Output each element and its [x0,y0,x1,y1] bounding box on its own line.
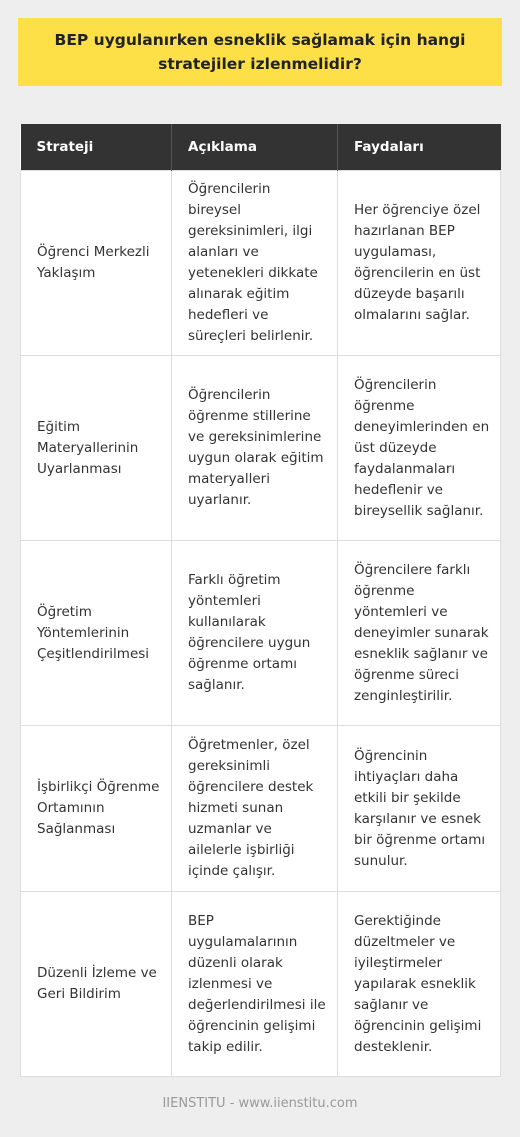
cell-benefits: Öğrencilere farklı öğrenme yöntemleri ve deneyimler sunarak esneklik sağlanır ve öğrenme süreci zenginleştirilir. [338,541,501,726]
cell-description: BEP uygulamalarının düzenli olarak izlenmesi ve değerlendirilmesi ile öğrencinin gelişimi takip edilir. [172,892,338,1077]
cell-description: Öğretmenler, özel gereksinimli öğrencilere destek hizmeti sunan uzmanlar ve ailelerle işbirliği içinde çalışır. [172,726,338,892]
header-strategy: Strateji [21,124,172,171]
cell-benefits: Her öğrenciye özel hazırlanan BEP uygulaması, öğrencilerin en üst düzeyde başarılı olmalarını sağlar. [338,171,501,356]
cell-strategy: Düzenli İzleme ve Geri Bildirim [21,892,172,1077]
table-row [21,892,501,1077]
cell-strategy: Öğrenci Merkezli Yaklaşım [21,171,172,356]
header-description: Açıklama [172,124,338,171]
page-title-text: BEP uygulanırken esneklik sağlamak için hangi stratejiler izlenmelidir? [54,31,466,73]
cell-strategy: Eğitim Materyallerinin Uyarlanması [21,356,172,541]
header-benefits: Faydaları [338,124,501,171]
strategy-table [20,124,501,1077]
cell-description: Öğrencilerin bireysel gereksinimleri, ilgi alanları ve yetenekleri dikkate alınarak eğitim hedefleri ve süreçleri belirlenir. [172,171,338,356]
cell-strategy: Öğretim Yöntemlerinin Çeşitlendirilmesi [21,541,172,726]
table-header-row [21,124,501,171]
cell-strategy: İşbirlikçi Öğrenme Ortamının Sağlanması [21,726,172,892]
table-row [21,541,501,726]
footer-credit: IIENSTITU - www.iienstitu.com [162,1096,358,1111]
table-row [21,171,501,356]
cell-description: Öğrencilerin öğrenme stillerine ve gereksinimlerine uygun olarak eğitim materyalleri uyarlanır. [172,356,338,541]
table-row [21,726,501,892]
cell-description: Farklı öğretim yöntemleri kullanılarak öğrencilere uygun öğrenme ortamı sağlanır. [172,541,338,726]
cell-benefits: Gerektiğinde düzeltmeler ve iyileştirmeler yapılarak esneklik sağlanır ve öğrencinin gelişimi desteklenir. [338,892,501,1077]
table-row [21,356,501,541]
cell-benefits: Öğrencinin ihtiyaçları daha etkili bir şekilde karşılanır ve esnek bir öğrenme ortamı sunulur. [338,726,501,892]
cell-benefits: Öğrencilerin öğrenme deneyimlerinden en üst düzeyde faydalanmaları hedeflenir ve bireysellik sağlanır. [338,356,501,541]
page-title [18,18,502,86]
